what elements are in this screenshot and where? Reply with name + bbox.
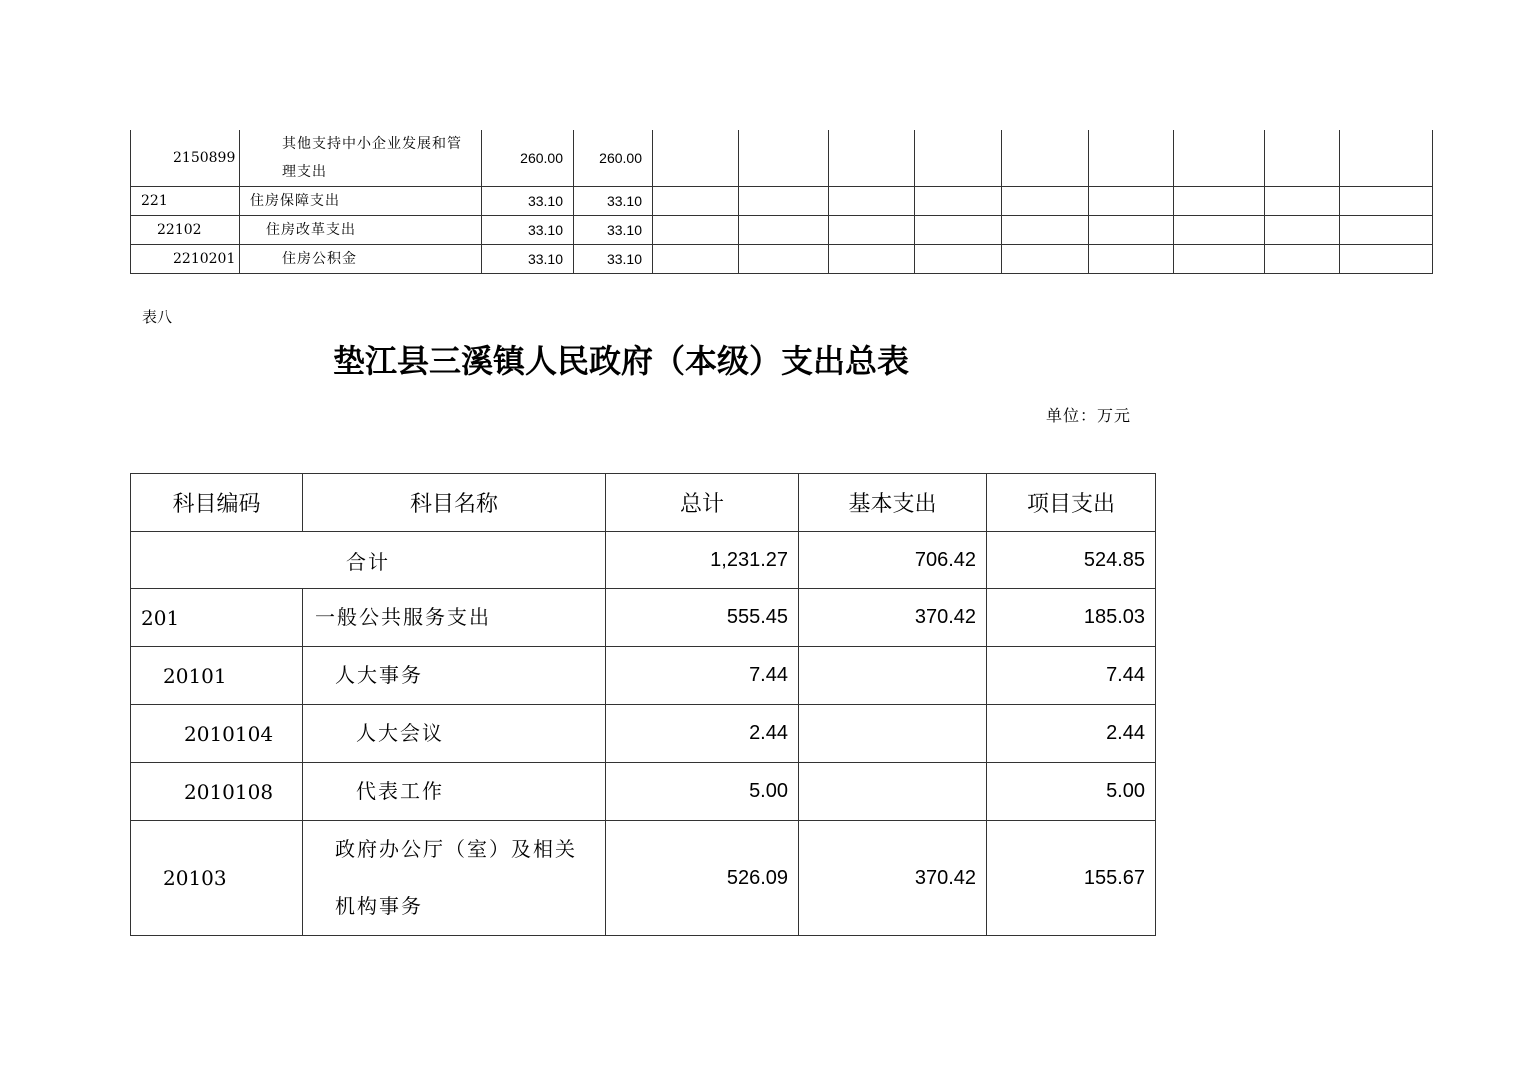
- header-subject-name: 科目名称: [303, 474, 606, 532]
- empty-cell: [1089, 216, 1174, 245]
- subject-name: 政府办公厅（室）及相关机构事务: [303, 821, 606, 936]
- table-row: [131, 705, 1156, 763]
- empty-cell: [1340, 245, 1433, 274]
- subject-name: 代表工作: [303, 763, 606, 821]
- basic-value: 33.10: [574, 245, 653, 274]
- empty-cell: [1265, 245, 1340, 274]
- total-row: [131, 532, 1156, 589]
- basic-value: [799, 763, 987, 821]
- empty-cell: [1340, 187, 1433, 216]
- table-row: [131, 763, 1156, 821]
- empty-cell: [1340, 216, 1433, 245]
- subject-name: 人大会议: [303, 705, 606, 763]
- table-row: [131, 821, 1156, 936]
- basic-value: 33.10: [574, 216, 653, 245]
- empty-cell: [915, 216, 1002, 245]
- expense-summary-table: [130, 473, 1156, 936]
- subject-code: 20103: [131, 821, 303, 936]
- empty-cell: [1089, 245, 1174, 274]
- table-header-row: [131, 474, 1156, 532]
- empty-cell: [915, 245, 1002, 274]
- header-subject-code: 科目编码: [131, 474, 303, 532]
- total-value: 7.44: [606, 647, 799, 705]
- total-value: 33.10: [482, 187, 574, 216]
- subject-name: 住房公积金: [240, 245, 482, 274]
- header-total: 总计: [606, 474, 799, 532]
- empty-cell: [1002, 245, 1089, 274]
- table-row: [131, 187, 1433, 216]
- empty-cell: [915, 130, 1002, 187]
- subject-code: 2010108: [131, 763, 303, 821]
- continued-expense-table: [130, 130, 1433, 274]
- empty-cell: [829, 130, 915, 187]
- basic-value: 706.42: [799, 532, 987, 589]
- total-value: 260.00: [482, 130, 574, 187]
- subject-code: 20101: [131, 647, 303, 705]
- basic-value: [799, 705, 987, 763]
- empty-cell: [1174, 187, 1265, 216]
- empty-cell: [1265, 130, 1340, 187]
- total-value: 555.45: [606, 589, 799, 647]
- basic-value: 370.42: [799, 821, 987, 936]
- empty-cell: [739, 187, 829, 216]
- empty-cell: [1089, 187, 1174, 216]
- empty-cell: [739, 130, 829, 187]
- subject-name: 一般公共服务支出: [303, 589, 606, 647]
- total-value: 5.00: [606, 763, 799, 821]
- total-value: 526.09: [606, 821, 799, 936]
- total-value: 33.10: [482, 245, 574, 274]
- empty-cell: [829, 245, 915, 274]
- basic-value: 370.42: [799, 589, 987, 647]
- empty-cell: [1174, 216, 1265, 245]
- basic-value: [799, 647, 987, 705]
- subject-code: 2210201: [131, 245, 240, 274]
- subject-code: 22102: [131, 216, 240, 245]
- basic-value: 33.10: [574, 187, 653, 216]
- empty-cell: [739, 245, 829, 274]
- subject-name: 人大事务: [303, 647, 606, 705]
- total-value: 1,231.27: [606, 532, 799, 589]
- empty-cell: [1002, 187, 1089, 216]
- subject-code: 2010104: [131, 705, 303, 763]
- empty-cell: [653, 216, 739, 245]
- table-row: [131, 589, 1156, 647]
- empty-cell: [1265, 187, 1340, 216]
- project-value: 2.44: [987, 705, 1156, 763]
- table-number: 表八: [142, 308, 173, 326]
- project-value: 185.03: [987, 589, 1156, 647]
- empty-cell: [653, 130, 739, 187]
- subject-code: 201: [131, 589, 303, 647]
- empty-cell: [915, 187, 1002, 216]
- empty-cell: [1089, 130, 1174, 187]
- empty-cell: [1174, 130, 1265, 187]
- total-value: 2.44: [606, 705, 799, 763]
- empty-cell: [1174, 245, 1265, 274]
- page-title: 垫江县三溪镇人民政府（本级）支出总表: [333, 342, 910, 380]
- empty-cell: [1340, 130, 1433, 187]
- empty-cell: [1265, 216, 1340, 245]
- empty-cell: [1002, 216, 1089, 245]
- subject-code: 221: [131, 187, 240, 216]
- project-value: 524.85: [987, 532, 1156, 589]
- header-project-expense: 项目支出: [987, 474, 1156, 532]
- table-row: [131, 647, 1156, 705]
- empty-cell: [653, 187, 739, 216]
- table-row: [131, 130, 1433, 187]
- empty-cell: [829, 187, 915, 216]
- empty-cell: [653, 245, 739, 274]
- unit-label: 单位：万元: [1046, 406, 1132, 425]
- total-label: 合计: [131, 532, 606, 589]
- subject-name: 住房改革支出: [240, 216, 482, 245]
- table-row: [131, 245, 1433, 274]
- project-value: 155.67: [987, 821, 1156, 936]
- total-value: 33.10: [482, 216, 574, 245]
- subject-name: 其他支持中小企业发展和管理支出: [240, 130, 482, 187]
- subject-code: 2150899: [131, 130, 240, 187]
- header-basic-expense: 基本支出: [799, 474, 987, 532]
- subject-name: 住房保障支出: [240, 187, 482, 216]
- empty-cell: [829, 216, 915, 245]
- table-row: [131, 216, 1433, 245]
- empty-cell: [1002, 130, 1089, 187]
- empty-cell: [739, 216, 829, 245]
- basic-value: 260.00: [574, 130, 653, 187]
- project-value: 5.00: [987, 763, 1156, 821]
- project-value: 7.44: [987, 647, 1156, 705]
